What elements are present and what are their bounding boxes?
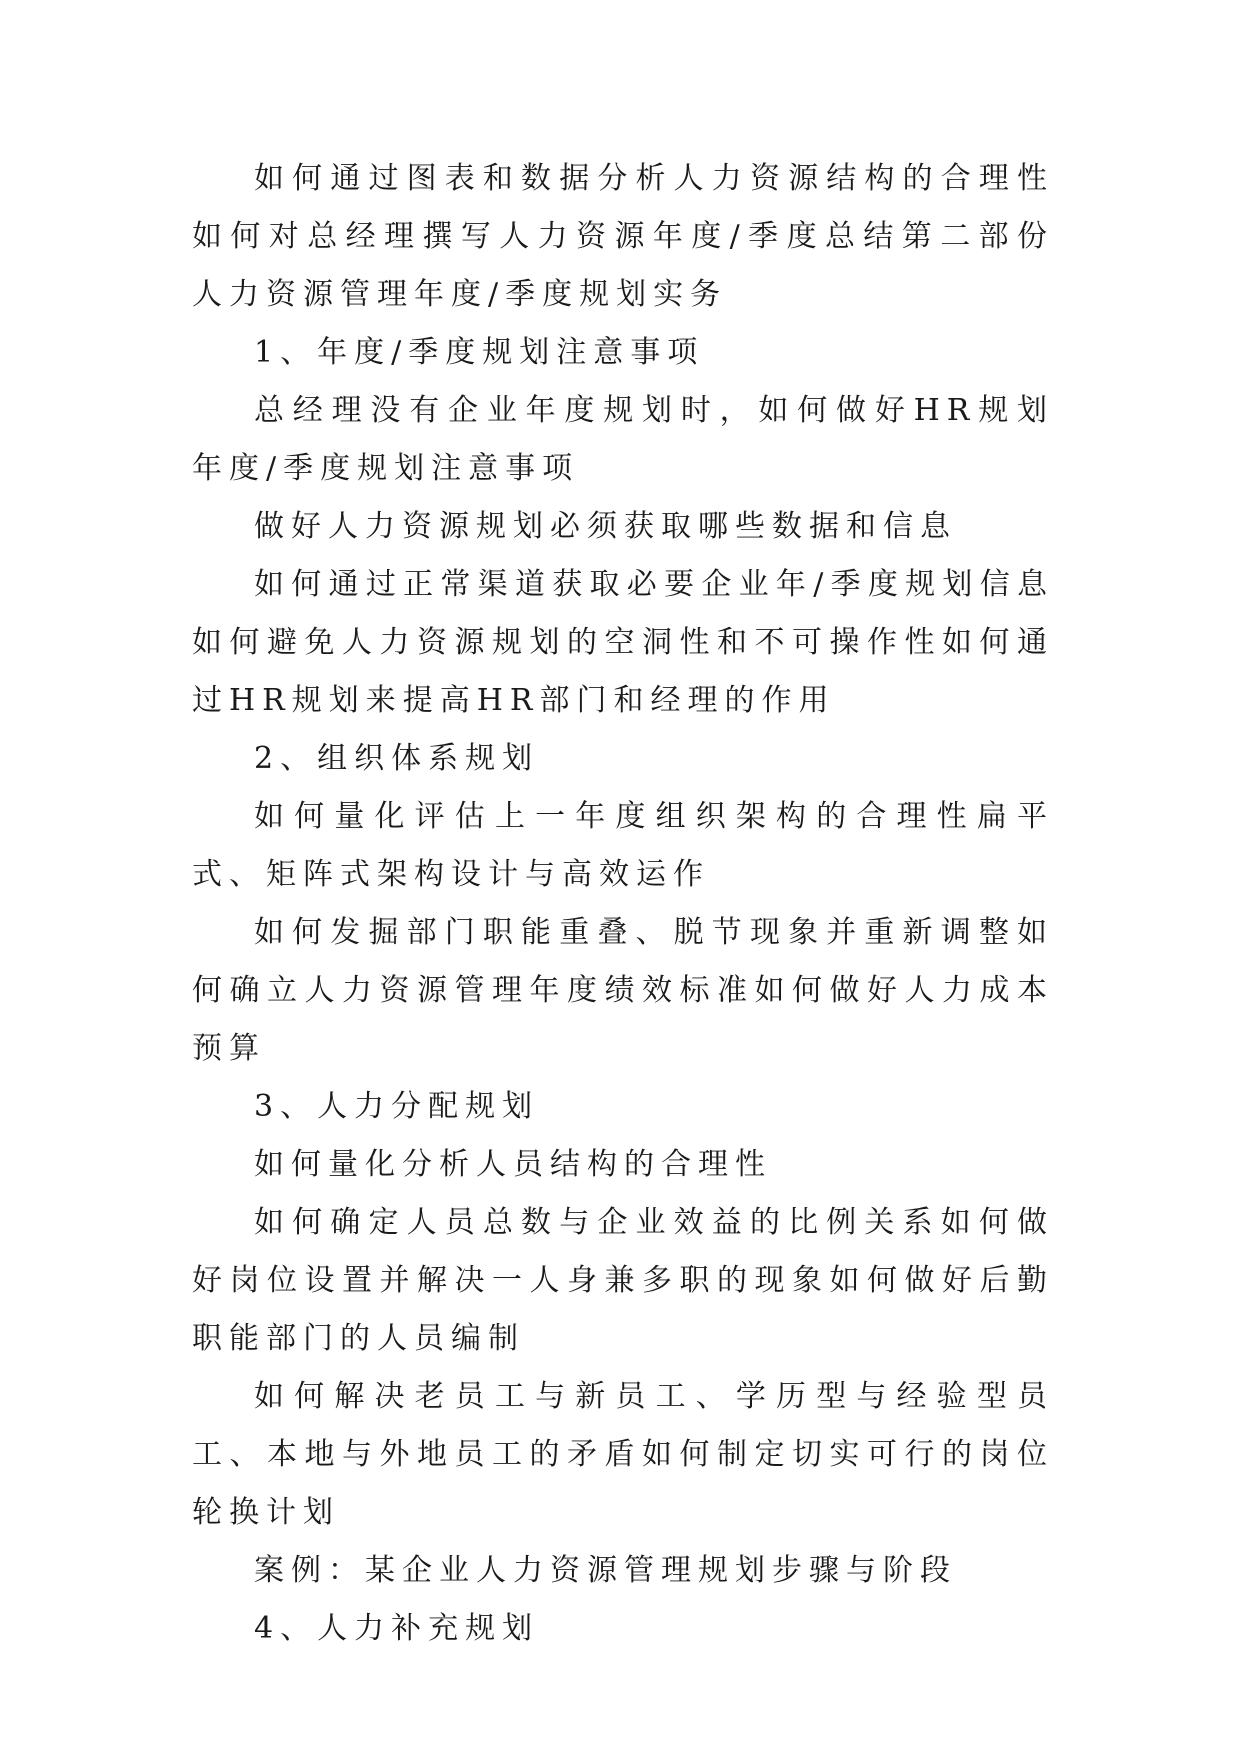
section-heading: 4、人力补充规划 bbox=[254, 1611, 540, 1646]
paragraph: 如何通过正常渠道获取必要企业年/季度规划信息如何避免人力资源规划的空洞性和不可操作性如何通过HR规划来提高HR部门和经理的作用 bbox=[192, 567, 1054, 718]
paragraph: 总经理没有企业年度规划时，如何做好HR规划年度/季度规划注意事项 bbox=[192, 393, 1054, 486]
paragraph: 如何通过图表和数据分析人力资源结构的合理性如何对总经理撰写人力资源年度/季度总结第二部份人力资源管理年度/季度规划实务 bbox=[192, 161, 1054, 312]
paragraph: 如何量化评估上一年度组织架构的合理性扁平式、矩阵式架构设计与高效运作 bbox=[192, 799, 1054, 892]
paragraph: 如何量化分析人员结构的合理性 bbox=[254, 1147, 772, 1182]
section-heading: 3、人力分配规划 bbox=[254, 1089, 540, 1124]
paragraph: 如何解决老员工与新员工、学历型与经验型员工、本地与外地员工的矛盾如何制定切实可行的岗位轮换计划 bbox=[192, 1379, 1054, 1530]
section-heading: 2、组织体系规划 bbox=[254, 741, 540, 776]
section-heading: 1、年度/季度规划注意事项 bbox=[254, 335, 705, 370]
paragraph: 案例：某企业人力资源管理规划步骤与阶段 bbox=[254, 1553, 957, 1588]
document-body bbox=[192, 150, 1054, 1658]
paragraph: 如何确定人员总数与企业效益的比例关系如何做好岗位设置并解决一人身兼多职的现象如何做好后勤职能部门的人员编制 bbox=[192, 1205, 1054, 1356]
paragraph: 如何发掘部门职能重叠、脱节现象并重新调整如何确立人力资源管理年度绩效标准如何做好人力成本预算 bbox=[192, 915, 1054, 1066]
paragraph: 做好人力资源规划必须获取哪些数据和信息 bbox=[254, 509, 957, 544]
